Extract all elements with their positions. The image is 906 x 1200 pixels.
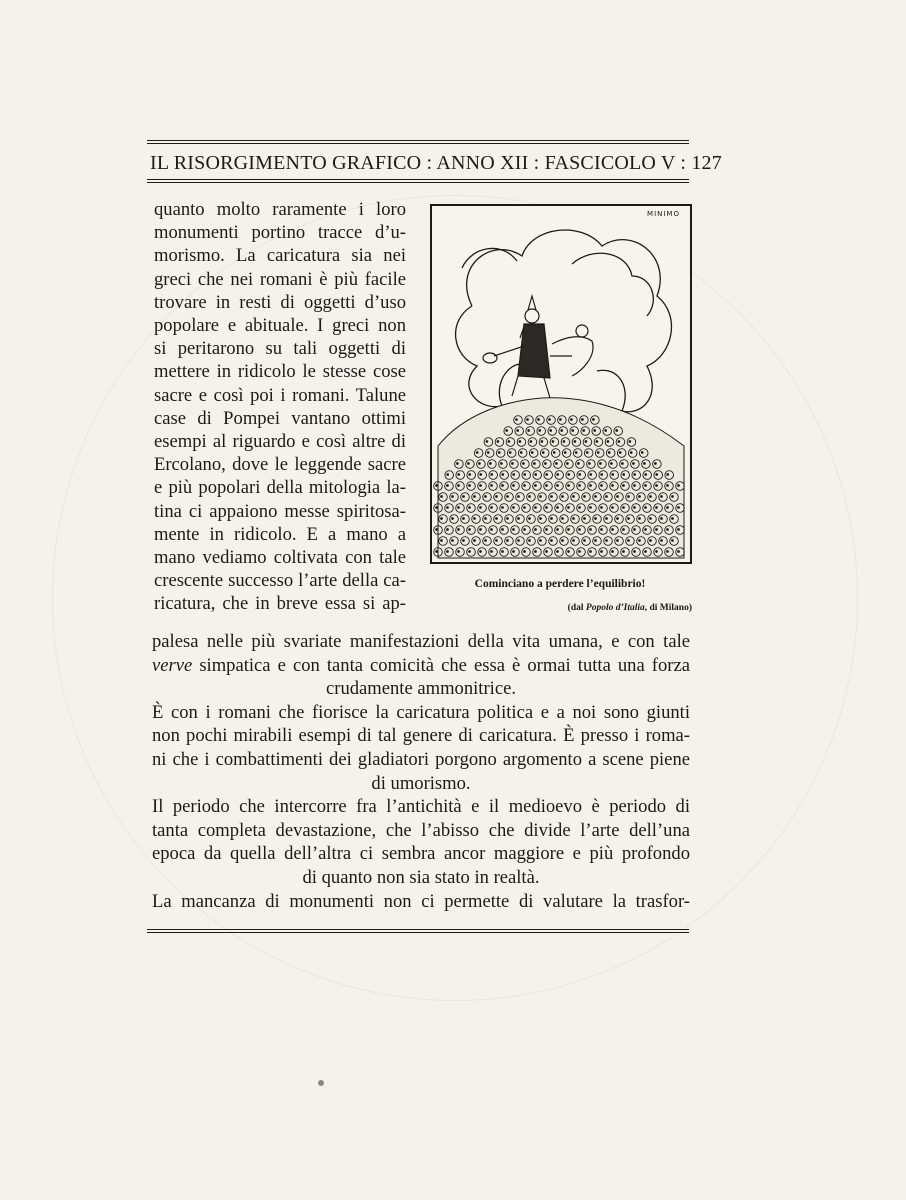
skull-eye <box>529 540 531 542</box>
skull-eye <box>436 551 438 553</box>
skull-eye <box>463 540 465 542</box>
skull-eye <box>579 551 581 553</box>
skull-eye <box>645 551 647 553</box>
caricature-drawing <box>432 206 690 562</box>
skull-eye <box>678 485 680 487</box>
skull-eye <box>549 419 551 421</box>
skull-eye <box>491 507 493 509</box>
skull-eye <box>513 474 515 476</box>
skull-eye <box>552 441 554 443</box>
text-line: esempi al riguardo e così altre di <box>154 431 406 453</box>
skull-eye <box>579 474 581 476</box>
skull-eye <box>612 485 614 487</box>
skull-eye <box>535 485 537 487</box>
text-line: crescente successo l’arte della ca- <box>154 570 406 592</box>
skull-eye <box>491 529 493 531</box>
skull-eye <box>562 540 564 542</box>
skull-eye <box>672 496 674 498</box>
skull-eye <box>524 507 526 509</box>
skull-eye <box>441 496 443 498</box>
skull-eye <box>485 496 487 498</box>
skull-eye <box>618 441 620 443</box>
skull-eye <box>667 474 669 476</box>
skull-eye <box>485 518 487 520</box>
skull-eye <box>452 540 454 542</box>
skull-eye <box>496 540 498 542</box>
text-line: quanto molto raramente i loro <box>154 199 406 220</box>
skull-eye <box>507 540 509 542</box>
skull-eye <box>480 507 482 509</box>
skull-eye <box>571 419 573 421</box>
skull-eye <box>656 474 658 476</box>
caricature-illustration <box>430 204 692 564</box>
skull-eye <box>568 507 570 509</box>
skull-eye <box>623 474 625 476</box>
skull-eye <box>561 430 563 432</box>
skull-eye <box>619 452 621 454</box>
skull-eye <box>540 540 542 542</box>
skull-eye <box>557 474 559 476</box>
skull-eye <box>513 507 515 509</box>
skull-eye <box>656 485 658 487</box>
skull-eye <box>644 463 646 465</box>
skull-eye <box>557 529 559 531</box>
skull-eye <box>557 551 559 553</box>
skull-eye <box>568 474 570 476</box>
skull-eye <box>551 496 553 498</box>
text-line: ni che i combattimenti dei gladiatori porgono argomento a scene piene <box>152 748 690 770</box>
skull-eye <box>628 518 630 520</box>
skull-eye <box>584 518 586 520</box>
skull-eye <box>458 529 460 531</box>
skull-eye <box>535 529 537 531</box>
skull-eye <box>479 463 481 465</box>
skull-eye <box>633 463 635 465</box>
skull-eye <box>447 485 449 487</box>
skull-eye <box>447 474 449 476</box>
skull-eye <box>585 441 587 443</box>
skull-eye <box>582 419 584 421</box>
skull-eye <box>485 540 487 542</box>
skull-eye <box>436 529 438 531</box>
skull-eye <box>512 463 514 465</box>
skull-eye <box>616 430 618 432</box>
skull-eye <box>568 485 570 487</box>
skull-eye <box>487 452 489 454</box>
skull-eye <box>623 551 625 553</box>
skull-eye <box>573 540 575 542</box>
skull-eye <box>550 430 552 432</box>
skull-eye <box>612 474 614 476</box>
skull-eye <box>474 540 476 542</box>
skull-eye <box>612 551 614 553</box>
skull-eye <box>546 485 548 487</box>
skull-eye <box>539 430 541 432</box>
skull-eye <box>540 518 542 520</box>
text-line: di umorismo. <box>371 772 471 794</box>
skull-eye <box>491 485 493 487</box>
skull-eye <box>458 551 460 553</box>
skull-eye <box>634 485 636 487</box>
skull-eye <box>517 430 519 432</box>
skull-eye <box>546 529 548 531</box>
skull-eye <box>535 507 537 509</box>
text-line: mettere in ridicolo le stesse cose <box>154 361 406 383</box>
skull-eye <box>594 430 596 432</box>
skull-eye <box>656 551 658 553</box>
skull-eye <box>463 496 465 498</box>
skull-eye <box>502 529 504 531</box>
header-double-rule <box>147 179 689 185</box>
skull-eye <box>641 452 643 454</box>
skull-eye <box>590 485 592 487</box>
skull-eye <box>650 496 652 498</box>
skull-eye <box>496 518 498 520</box>
skull-eye <box>447 529 449 531</box>
text-line: e più popolari della mitologia la- <box>154 477 406 499</box>
skull-eye <box>629 441 631 443</box>
text-line: trovare in resti di oggetti d’uso <box>154 291 406 313</box>
skull-eye <box>528 430 530 432</box>
skull-eye <box>593 419 595 421</box>
skull-eye <box>458 485 460 487</box>
skull-eye <box>502 474 504 476</box>
skull-eye <box>541 441 543 443</box>
illustration-caption: Cominciano a perdere l’equilibrio! <box>474 578 646 590</box>
skull-eye <box>497 441 499 443</box>
skull-eye <box>572 430 574 432</box>
skull-eye <box>579 529 581 531</box>
skull-eye <box>595 540 597 542</box>
skull-eye <box>584 540 586 542</box>
skull-eye <box>661 496 663 498</box>
skull-eye <box>509 452 511 454</box>
skull-eye <box>531 452 533 454</box>
skull-eye <box>498 452 500 454</box>
skull-eye <box>490 463 492 465</box>
skull-eye <box>540 496 542 498</box>
skull-eye <box>530 441 532 443</box>
skull-eye <box>590 551 592 553</box>
skull-eye <box>480 551 482 553</box>
skull-eye <box>634 529 636 531</box>
skull-eye <box>601 507 603 509</box>
skull-eye <box>545 463 547 465</box>
skull-eye <box>630 452 632 454</box>
skull-eye <box>601 474 603 476</box>
skull-eye <box>474 518 476 520</box>
skull-eye <box>661 540 663 542</box>
skull-eye <box>568 529 570 531</box>
skull-eye <box>672 518 674 520</box>
skull-eye <box>458 474 460 476</box>
skull-eye <box>480 485 482 487</box>
skull-eye <box>502 485 504 487</box>
text-line: palesa nelle più svariate manifestazioni della vita umana, e con tale <box>152 631 690 652</box>
skull-eye <box>542 452 544 454</box>
text-line: epoca da quella dell’altra ci sembra ancor maggiore e più profondo <box>152 843 690 865</box>
skull-eye <box>491 474 493 476</box>
skull-eye <box>583 430 585 432</box>
text-line: mano vediamo coltivata con tale <box>154 547 406 569</box>
text-line: morismo. La caricatura sia nei <box>154 245 406 267</box>
skull-eye <box>617 540 619 542</box>
skull-eye <box>634 507 636 509</box>
skull-eye <box>562 496 564 498</box>
skull-eye <box>579 485 581 487</box>
skull-eye <box>605 430 607 432</box>
skull-eye <box>518 540 520 542</box>
skull-eye <box>645 485 647 487</box>
skull-eye <box>469 507 471 509</box>
text-line: greci che nei romani è più facile <box>154 268 406 290</box>
skull-eye <box>551 518 553 520</box>
text-line: di quanto non sia stato in realtà. <box>302 866 540 888</box>
skull-eye <box>469 529 471 531</box>
skull-eye <box>656 529 658 531</box>
skull-eye <box>469 474 471 476</box>
skull-eye <box>502 551 504 553</box>
skull-eye <box>518 496 520 498</box>
skull-eye <box>557 507 559 509</box>
text-line: sacre e così poi i romani. Talune <box>154 384 406 406</box>
skull-eye <box>568 551 570 553</box>
skull-eye <box>639 540 641 542</box>
skull-eye <box>575 452 577 454</box>
skull-eye <box>524 529 526 531</box>
skull-eye <box>516 419 518 421</box>
text-line: crudamente ammonitrice. <box>326 678 516 700</box>
skull-eye <box>519 441 521 443</box>
running-head: IL RISORGIMENTO GRAFICO : ANNO XII : FASCICOLO V : 127 <box>150 152 722 174</box>
skull-eye <box>612 529 614 531</box>
skull-eye <box>513 529 515 531</box>
skull-eye <box>611 463 613 465</box>
skull-eye <box>623 485 625 487</box>
skull-eye <box>617 496 619 498</box>
skull-eye <box>496 496 498 498</box>
skull-eye <box>601 529 603 531</box>
skull-eye <box>628 496 630 498</box>
text-line: monumenti portino tracce d’u- <box>154 222 406 244</box>
top-double-rule <box>147 140 689 146</box>
skull-eye <box>476 452 478 454</box>
skull-eye <box>639 518 641 520</box>
skull-eye <box>678 551 680 553</box>
skull-eye <box>645 529 647 531</box>
text-span: simpatica e con tanta comicità che essa è ormai tutta una forza <box>192 654 690 676</box>
skull-eye <box>468 463 470 465</box>
skull-eye <box>458 507 460 509</box>
skull-eye <box>463 518 465 520</box>
text-line: La mancanza di monumenti non ci permette di valutare la trasfor- <box>152 890 690 912</box>
skull-eye <box>506 430 508 432</box>
skull-eye <box>508 441 510 443</box>
skull-eye <box>520 452 522 454</box>
skull-eye <box>501 463 503 465</box>
text-line: Ercolano, dove le leggende sacre <box>154 454 406 476</box>
text-line: si peritarono su tali oggetti di <box>154 338 406 360</box>
skull-eye <box>645 474 647 476</box>
skull-eye <box>507 496 509 498</box>
text-line <box>152 654 690 678</box>
skull-eye <box>546 551 548 553</box>
skull-eye <box>551 540 553 542</box>
skull-eye <box>524 485 526 487</box>
skull-eye <box>441 540 443 542</box>
skull-eye <box>474 496 476 498</box>
skull-eye <box>480 474 482 476</box>
text-line: case di Pompei vantano ottimi <box>154 407 406 429</box>
skull-eye <box>667 507 669 509</box>
skull-eye <box>563 441 565 443</box>
skull-eye <box>590 474 592 476</box>
skull-eye <box>523 463 525 465</box>
skull-eye <box>502 507 504 509</box>
skull-eye <box>529 518 531 520</box>
ink-spot <box>318 1080 324 1086</box>
skull-eye <box>656 507 658 509</box>
skull-eye <box>447 507 449 509</box>
skull-eye <box>529 496 531 498</box>
skull-eye <box>672 540 674 542</box>
skull-eye <box>557 485 559 487</box>
skull-eye <box>600 463 602 465</box>
skull-eye <box>628 540 630 542</box>
skull-eye <box>590 529 592 531</box>
skull-eye <box>452 496 454 498</box>
text-line: popolare e abituale. I greci non <box>154 315 406 337</box>
skull-eye <box>562 518 564 520</box>
skull-eye <box>573 518 575 520</box>
skull-eye <box>469 551 471 553</box>
skull-eye <box>441 518 443 520</box>
source-title: Popolo d’Italia <box>585 603 645 613</box>
skull-eye <box>634 551 636 553</box>
skull-eye <box>607 441 609 443</box>
skull-eye <box>546 474 548 476</box>
skull-eye <box>678 529 680 531</box>
full-width-text <box>152 630 690 913</box>
italic-word: verve <box>152 654 193 676</box>
source-suffix: , di Milano) <box>644 603 692 613</box>
skull-eye <box>667 485 669 487</box>
skull-eye <box>480 529 482 531</box>
skull-eye <box>538 419 540 421</box>
skull-eye <box>606 518 608 520</box>
skull-eye <box>447 551 449 553</box>
text-line: mente in ridicolo. E a mano a <box>154 523 406 545</box>
skull-eye <box>513 551 515 553</box>
skull-eye <box>661 518 663 520</box>
skull-eye <box>579 507 581 509</box>
skull-eye <box>678 507 680 509</box>
skull-eye <box>513 485 515 487</box>
left-column-text <box>154 198 406 616</box>
skull-eye <box>578 463 580 465</box>
source-prefix: (dal <box>567 603 586 613</box>
text-line: tina ci appaiono messe spiritosa- <box>154 500 406 522</box>
text-line: ricatura, che in breve essa si ap- <box>154 593 406 615</box>
skull-eye <box>524 551 526 553</box>
skull-eye <box>436 485 438 487</box>
skull-eye <box>457 463 459 465</box>
skull-eye <box>469 485 471 487</box>
skull-eye <box>601 485 603 487</box>
skull-eye <box>534 463 536 465</box>
illustration-source <box>430 603 692 613</box>
skull-eye <box>596 441 598 443</box>
skull-eye <box>507 518 509 520</box>
skull-eye <box>667 551 669 553</box>
skull-eye <box>667 529 669 531</box>
skull-eye <box>546 507 548 509</box>
skull-eye <box>486 441 488 443</box>
skull-eye <box>597 452 599 454</box>
skull-eye <box>573 496 575 498</box>
skull-eye <box>639 496 641 498</box>
bottom-double-rule <box>147 929 689 935</box>
skull-eye <box>452 518 454 520</box>
skull-eye <box>574 441 576 443</box>
skull-eye <box>606 540 608 542</box>
artist-signature: MINIMO <box>647 210 680 218</box>
skull-eye <box>655 463 657 465</box>
skull-eye <box>436 507 438 509</box>
skull-eye <box>617 518 619 520</box>
text-line: Il periodo che intercorre fra l’antichità e il medioevo è periodo di <box>152 796 690 818</box>
skull-eye <box>590 507 592 509</box>
skull-eye <box>606 496 608 498</box>
skull-eye <box>645 507 647 509</box>
text-line: tanta completa devastazione, che l’abisso che divide l’arte dell’una <box>152 819 690 841</box>
skull-eye <box>567 463 569 465</box>
skull-eye <box>556 463 558 465</box>
skull-eye <box>491 551 493 553</box>
skull-eye <box>535 474 537 476</box>
skull-eye <box>634 474 636 476</box>
skull-eye <box>553 452 555 454</box>
skull-eye <box>584 496 586 498</box>
skull-eye <box>601 551 603 553</box>
skull-eye <box>623 507 625 509</box>
skull-eye <box>564 452 566 454</box>
skull-eye <box>595 496 597 498</box>
skull-eye <box>608 452 610 454</box>
skull-eye <box>650 540 652 542</box>
skull-eye <box>560 419 562 421</box>
skull-eye <box>612 507 614 509</box>
skull-eye <box>589 463 591 465</box>
text-line: non pochi mirabili esempi di tal genere di caricatura. È presso i roma- <box>152 725 690 747</box>
skull-eye <box>527 419 529 421</box>
skull-eye <box>535 551 537 553</box>
skull-eye <box>623 529 625 531</box>
text-line: È con i romani che fiorisce la caricatura politica e a noi sono giunti <box>152 701 690 723</box>
skull-eye <box>586 452 588 454</box>
skull-eye <box>595 518 597 520</box>
skull-eye <box>622 463 624 465</box>
skull-eye <box>650 518 652 520</box>
skull-eye <box>524 474 526 476</box>
skull-eye <box>518 518 520 520</box>
